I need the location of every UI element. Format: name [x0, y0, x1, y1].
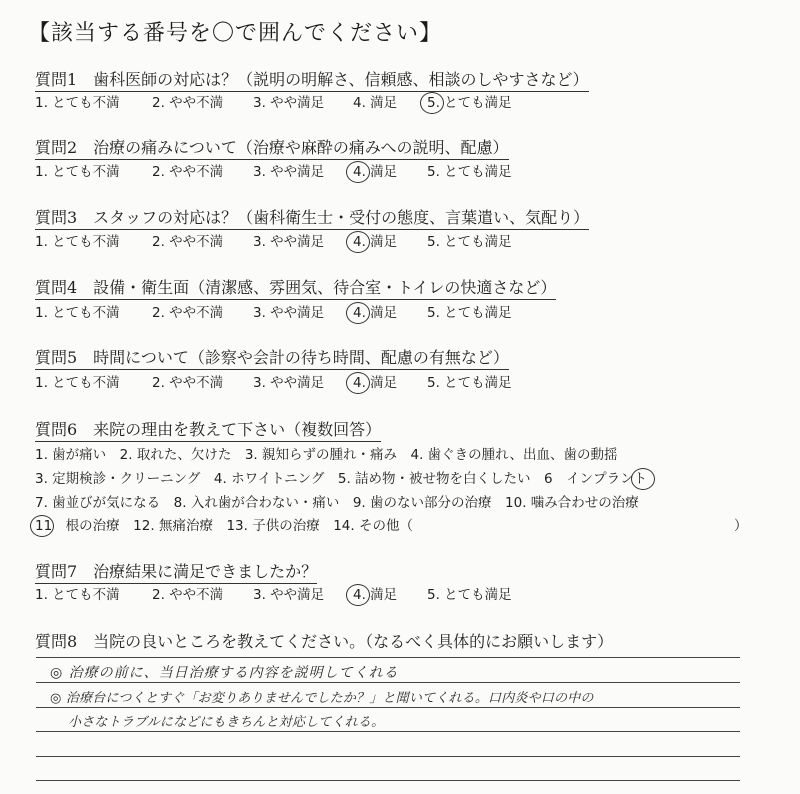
question-5-title: 質問5 時間について（診察や会計の待ち時間、配慮の有無など）	[35, 348, 509, 370]
q4-option-3[interactable]: 3. やや満足	[253, 305, 325, 321]
q1-option-3[interactable]: 3. やや満足	[253, 95, 325, 111]
q6-selection-circle-6	[631, 468, 655, 490]
question-5-options	[35, 374, 595, 394]
q1-option-2[interactable]: 2. やや不満	[152, 95, 224, 111]
q7-option-2[interactable]: 2. やや不満	[152, 587, 224, 603]
q6-options-line-2[interactable]: 3. 定期検診・クリーニング 4. ホワイトニング 5. 詰め物・被せ物を白くしたい 6 インプラント	[35, 471, 648, 487]
q2-option-2[interactable]: 2. やや不満	[152, 164, 224, 180]
q4-option-4[interactable]: 4. 満足	[353, 305, 398, 321]
q2-selection-circle	[346, 161, 370, 183]
question-8	[35, 632, 613, 652]
q6-options-line-3[interactable]: 7. 歯並びが気になる 8. 入れ歯が合わない・痛い 9. 歯のない部分の治療 10. 噛み合わせの治療	[35, 495, 639, 511]
answer-line-3: 小さなトラブルになどにもきちんと対応してくれる。	[68, 715, 385, 730]
answer-rule-4	[36, 731, 740, 732]
question-3-title: 質問3 スタッフの対応は？（歯科衛生士・受付の態度、言葉遣い、気配り）	[35, 208, 589, 230]
question-6-title: 質問6 来院の理由を教えて下さい（複数回答）	[35, 420, 381, 442]
question-2-options	[35, 163, 595, 183]
q3-option-3[interactable]: 3. やや満足	[253, 234, 325, 250]
q7-option-5[interactable]: 5. とても満足	[427, 587, 512, 603]
question-4	[35, 278, 556, 300]
q6-selection-circle-11	[30, 515, 54, 537]
question-7	[35, 562, 317, 584]
question-2-title: 質問2 治療の痛みについて（治療や麻酔の痛みへの説明、配慮）	[35, 138, 509, 160]
question-3	[35, 208, 589, 230]
q1-selection-circle	[420, 92, 444, 114]
answer-rule-6	[36, 780, 740, 781]
q5-option-5[interactable]: 5. とても満足	[427, 375, 512, 391]
q7-selection-circle	[346, 584, 370, 606]
question-4-options	[35, 304, 595, 324]
question-2	[35, 138, 509, 160]
q2-option-4[interactable]: 4. 満足	[353, 164, 398, 180]
question-7-options	[35, 586, 595, 606]
answer-line-1: ◎ 治療の前に、当日治療する内容を説明してくれる	[50, 665, 399, 681]
q5-option-2[interactable]: 2. やや不満	[152, 375, 224, 391]
q5-option-3[interactable]: 3. やや満足	[253, 375, 325, 391]
q5-selection-circle	[346, 372, 370, 394]
q6-other-close-paren: ）	[734, 518, 748, 534]
question-1	[35, 70, 589, 92]
q5-option-4[interactable]: 4. 満足	[353, 375, 398, 391]
answer-rule-3	[36, 707, 740, 708]
q6-options-line-1[interactable]: 1. 歯が痛い 2. 取れた、欠けた 3. 親知らずの腫れ・痛み 4. 歯ぐきの腫れ、出血、歯の動揺	[35, 447, 618, 463]
question-4-title: 質問4 設備・衛生面（清潔感、雰囲気、待合室・トイレの快適さなど）	[35, 278, 556, 300]
question-5	[35, 348, 509, 370]
answer-rule-1	[36, 657, 740, 658]
q5-option-1[interactable]: 1. とても不満	[35, 375, 120, 391]
q7-option-3[interactable]: 3. やや満足	[253, 587, 325, 603]
question-1-options	[35, 94, 595, 114]
q3-option-5[interactable]: 5. とても満足	[427, 234, 512, 250]
question-3-options	[35, 233, 595, 253]
q4-selection-circle	[346, 302, 370, 324]
q4-option-5[interactable]: 5. とても満足	[427, 305, 512, 321]
q4-option-2[interactable]: 2. やや不満	[152, 305, 224, 321]
q3-selection-circle	[346, 231, 370, 253]
q3-option-4[interactable]: 4. 満足	[353, 234, 398, 250]
question-8-title: 質問8 当院の良いところを教えてください。（なるべく具体的にお願いします）	[35, 632, 614, 651]
q2-option-1[interactable]: 1. とても不満	[35, 164, 120, 180]
q4-option-1[interactable]: 1. とても不満	[35, 305, 120, 321]
q1-option-4[interactable]: 4. 満足	[353, 95, 398, 111]
page-heading: 【該当する番号を〇で囲んでください】	[28, 21, 443, 46]
answer-line-2: ◎ 治療台につくとすぐ「お変りありませんでしたか？」と聞いてくれる。口内炎や口の中の	[50, 691, 594, 706]
q2-option-5[interactable]: 5. とても満足	[427, 164, 512, 180]
q3-option-2[interactable]: 2. やや不満	[152, 234, 224, 250]
q2-option-3[interactable]: 3. やや満足	[253, 164, 325, 180]
answer-rule-2	[36, 682, 740, 683]
q3-option-1[interactable]: 1. とても不満	[35, 234, 120, 250]
q7-option-4[interactable]: 4. 満足	[353, 587, 398, 603]
question-6	[35, 420, 381, 442]
question-1-title: 質問1 歯科医師の対応は？（説明の明解さ、信頼感、相談のしやすさなど）	[35, 70, 589, 92]
q6-options-line-4[interactable]: 11 根の治療 12. 無痛治療 13. 子供の治療 14. その他（	[35, 518, 413, 534]
q1-option-1[interactable]: 1. とても不満	[35, 95, 120, 111]
q1-option-5[interactable]: 5. とても満足	[427, 95, 512, 111]
q7-option-1[interactable]: 1. とても不満	[35, 587, 120, 603]
question-7-title: 質問7 治療結果に満足できましたか？	[35, 562, 317, 584]
answer-rule-5	[36, 756, 740, 757]
